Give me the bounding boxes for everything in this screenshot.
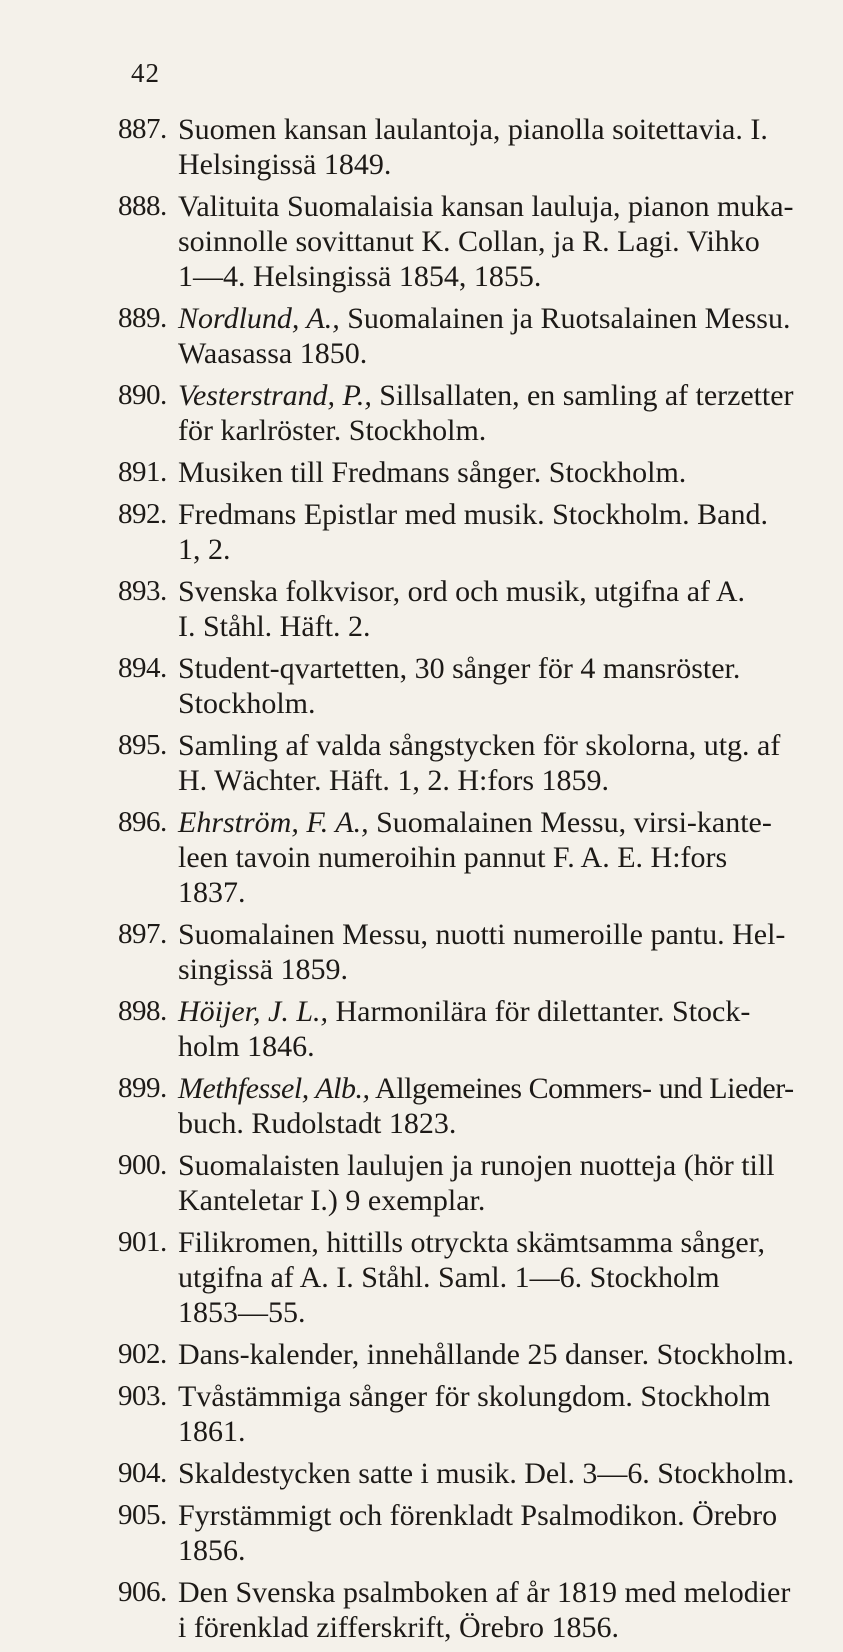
entry-line: Stockholm. [178,687,316,720]
entry-line [178,805,794,840]
entry-line: 1, 2. [178,533,231,566]
entry-author: Nordlund, A., [178,302,340,335]
catalog-entry [118,497,794,567]
entry-number: 899. [118,1072,167,1104]
entry-line: utgifna af A. I. Ståhl. Saml. 1—6. Stockholm [178,1261,720,1294]
entry-author: Methfessel, Alb., [178,1072,370,1105]
entry-line: Student-qvartetten, 30 sånger för 4 mansröster. [178,652,741,685]
entry-line: för karlröster. Stockholm. [178,414,487,447]
entry-number: 900. [118,1149,167,1181]
entry-author: Ehrström, F. A., [178,806,369,839]
entry-number: 888. [118,190,167,222]
entry-line: Waasassa 1850. [178,337,368,370]
entry-line: soinnolle sovittanut K. Collan, ja R. Lagi. Vihko [178,225,760,258]
entry-line: 1—4. Helsingissä 1854, 1855. [178,260,542,293]
catalog-entry [118,1071,794,1141]
catalog-entry [118,994,794,1064]
entry-line [178,301,794,336]
entry-text: Sillsallaten, en samling af terzetter [379,379,794,412]
entry-author: Höijer, J. L., [178,995,328,1028]
entry-line: Suomalainen Messu, nuotti numeroille pantu. Hel- [178,918,786,951]
catalog-entry [118,917,794,987]
entry-line: singissä 1859. [178,953,349,986]
entry-number: 890. [118,379,167,411]
entry-number: 904. [118,1457,167,1489]
entry-line [178,994,794,1029]
entry-line: Svenska folkvisor, ord och musik, utgifna af A. [178,575,746,608]
entry-list [118,112,794,1652]
entry-text: Suomalainen ja Ruotsalainen Messu. [347,302,791,335]
entry-number: 893. [118,575,167,607]
catalog-entry [118,455,794,490]
entry-number: 906. [118,1576,167,1608]
entry-author: Vesterstrand, P., [178,379,372,412]
entry-line: Den Svenska psalmboken af år 1819 med melodier [178,1576,791,1609]
entry-line: Fredmans Epistlar med musik. Stockholm. Band. [178,498,768,531]
catalog-entry [118,301,794,371]
catalog-entry [118,1575,794,1645]
entry-line: Suomalaisten laulujen ja runojen nuotteja (hör till [178,1149,775,1182]
catalog-entry [118,189,794,294]
entry-number: 902. [118,1338,167,1370]
catalog-entry [118,651,794,721]
entry-number: 889. [118,302,167,334]
catalog-entry [118,1337,794,1372]
entry-number: 896. [118,806,167,838]
entry-number: 905. [118,1499,167,1531]
entry-line: Fyrstämmigt och förenkladt Psalmodikon. Örebro [178,1499,778,1532]
catalog-entry [118,378,794,448]
entry-line: Kanteletar I.) 9 exemplar. [178,1184,486,1217]
entry-number: 901. [118,1226,167,1258]
entry-number: 903. [118,1380,167,1412]
entry-line: 1856. [178,1534,246,1567]
entry-number: 898. [118,995,167,1027]
catalog-entry [118,1456,794,1491]
entry-line: holm 1846. [178,1030,315,1063]
entry-number: 887. [118,113,167,145]
catalog-entry [118,112,794,182]
entry-number: 895. [118,729,167,761]
entry-line: i förenklad zifferskrift, Örebro 1856. [178,1611,619,1644]
entry-line: Suomen kansan laulantoja, pianolla soitettavia. I. [178,113,768,146]
entry-line: I. Ståhl. Häft. 2. [178,610,371,643]
entry-text: Allgemeines Commers- und Lieder- [374,1072,794,1105]
entry-number: 892. [118,498,167,530]
entry-number: 894. [118,652,167,684]
entry-line: Samling af valda sångstycken för skolorna, utg. af [178,729,781,762]
entry-line [178,378,794,413]
entry-line: Dans-kalender, innehållande 25 danser. Stockholm. [178,1338,795,1371]
entry-line: Tvåstämmiga sånger för skolungdom. Stockholm [178,1380,771,1413]
entry-line: 1837. [178,876,246,909]
entry-text: Harmonilära för dilettanter. Stock- [335,995,751,1028]
entry-line: Helsingissä 1849. [178,148,392,181]
entry-line: Skaldestycken satte i musik. Del. 3—6. Stockholm. [178,1457,795,1490]
catalog-entry [118,728,794,798]
entry-number: 897. [118,918,167,950]
entry-line [178,1071,794,1106]
page-number: 42 [131,58,160,88]
entry-line: leen tavoin numeroihin pannut F. A. E. H:fors [178,841,728,874]
entry-line: buch. Rudolstadt 1823. [178,1107,457,1140]
entry-number: 891. [118,456,167,488]
catalog-entry [118,1379,794,1449]
catalog-entry [118,1225,794,1330]
entry-line: 1861. [178,1415,246,1448]
catalog-entry [118,1498,794,1568]
entry-line: 1853—55. [178,1296,306,1329]
catalog-entry [118,1148,794,1218]
entry-line: Valituita Suomalaisia kansan lauluja, pianon muka- [178,190,794,223]
entry-line: Filikromen, hittills otryckta skämtsamma sånger, [178,1226,766,1259]
entry-line: Musiken till Fredmans sånger. Stockholm. [178,456,687,489]
catalog-entry [118,805,794,910]
entry-text: Suomalainen Messu, virsi-kante- [376,806,772,839]
catalog-entry [118,574,794,644]
entry-line: H. Wächter. Häft. 1, 2. H:fors 1859. [178,764,610,797]
